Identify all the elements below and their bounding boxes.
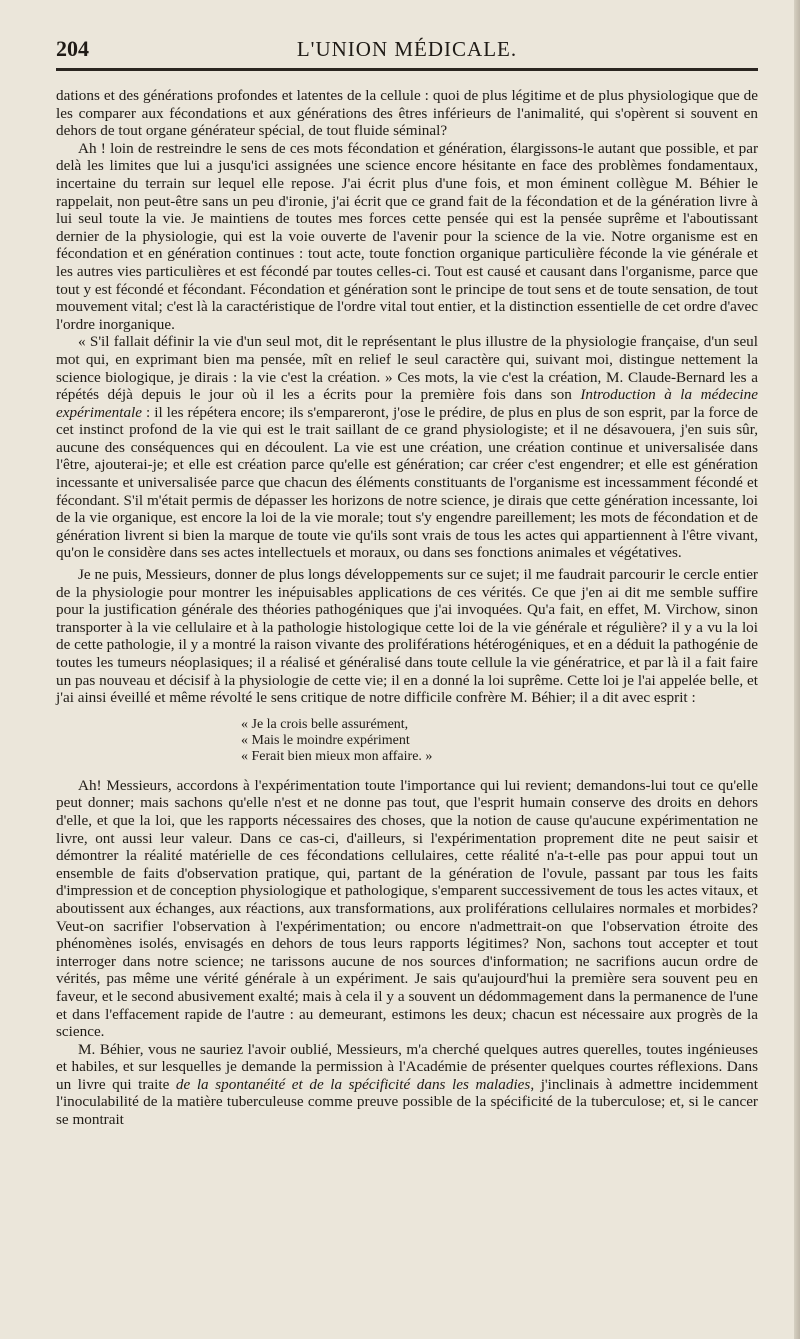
- page-header: [56, 36, 758, 71]
- verse-quote: [241, 717, 758, 765]
- paragraph-6-text-a: M. Béhier, vous ne sauriez l'avoir oublié, Messieurs, m'a cherché quelques autres querelles, toutes ingénieuses et habiles, et sur lesquelles je demande la permission à l'Académie de présenter quelques courtes réflexions. Dans un livre qui traite: [56, 1040, 758, 1093]
- paragraph-3: [56, 333, 758, 562]
- page-number: 204: [56, 36, 89, 61]
- paragraph-3-text-a: « S'il fallait définir la vie d'un seul mot, dit le représentant le plus illustre de la physiologie française, d'un seul mot qui, en exprimant bien ma pensée, mît en relief le seul caractère qui, suivant moi, distingue nettement la science biologique, je dirais : la vie c'est la création. » Ces mots, la vie c'est la création, M. Claude-Bernard les a répétés déjà depuis le jour où il les a écrits pour la première fois dans son: [56, 333, 758, 404]
- paragraph-3-text-b: : il les répétera encore; ils s'empareront, j'ose le prédire, de plus en plus de son esprit, par la force de cet instinct profond de la vie qui est le trait saillant de ce grand physiologiste; et il ne désavouera, j'en suis sûr, aucune des conséquences qui en découlent. La vie est une création, une création continue et universalisée dans l'être, ajouterai-je; et elle est création parce qu'elle est génération; car créer c'est engendrer; et elle est génération incessante et universalisée parce que chacun des éléments constituants de l'organisme est incessamment fécondé et fécondant. S'il m'était permis de dépasser les horizons de notre science, je dirais que cette génération incessante, loi de la vie organique, est encore la loi de la vie morale; tout s'y engendre pareillement; les mots de fécondation et de génération livrent si bien la marque de toute vie qu'ils sont vrais de tous les actes qui appartiennent à l'être vivant, qu'on le considère dans ses actes intellectuels et moraux, ou dans ses fonctions animales et végétatives.: [56, 403, 758, 562]
- page-edge-shadow: [794, 0, 800, 1339]
- paragraph-6: [56, 1041, 758, 1129]
- book-title-spontaneite: de la spontanéité et de la spécificité dans les maladies: [175, 1075, 531, 1093]
- paragraph-6-text-b: , j'inclinais à admettre incidemment l'inoculabilité de la matière tuberculeuse comme preuve possible de la spécificité de la tuberculose; et, si le cancer se montrait: [56, 1075, 758, 1129]
- paragraph-2: Ah ! loin de restreindre le sens de ces mots fécondation et génération, élargissons-le autant que possible, et par delà les limites que lui a jusqu'ici assignées une science encore hésitante en face des problèmes fondamentaux, incertaine du terrain sur lequel elle repose. J'ai écrit plus d'une fois, et mon éminent collègue M. Béhier le rappelait, non peut-être sans un peu d'ironie, j'ai écrit que ce grand fait de la fécondation et de la génération livre à lui seul toute la vie. Je maintiens de toutes mes forces cette pensée qui est la pensée suprême et l'aboutissant dernier de la physiologie, qui est la voie ouverte de l'avenir pour la science de la vie. Notre organisme est en fécondation et en génération continues : tout acte, toute fonction organique particulière féconde la vie générale et les autres vies particulières et est fécondé par toutes celles-ci. Tout est causé et causant dans l'organisme, parce que tout y est fécondé et fécondant. Fécondation et génération sont le principe de tout sens et de toute sensation, de tout mouvement vital; c'est là la caractéristique de l'ordre vital tout entier, et la distinction essentielle de cet ordre d'avec l'ordre inorganique.: [56, 139, 758, 333]
- paragraph-4: Je ne puis, Messieurs, donner de plus longs développements sur ce sujet; il me faudrait parcourir le cercle entier de la physiologie pour montrer les inépuisables applications de ces vérités. Ce que j'en ai dit me semble suffire pour la justification générale des théories pathogéniques que j'ai invoquées. Qu'a fait, en effet, M. Virchow, sinon transporter à la vie cellulaire et à la pathologie histologique cette loi de la vie générale et régulière? il y a vu la loi de cette pathologie, il y a montré la raison vivante des proliférations hétérogéniques, et en a déduit la pathogénie de toutes les tumeurs néoplasiques; il a réalisé et généralisé dans toute cellule la vie génératrice, et par là il a fait faire un pas nouveau et décisif à la physiologie de cette vie; il en a donné la loi suprême. Cette loi je l'ai appelée belle, et j'ai ainsi éveillé et même révolté le sens critique de notre difficile confrère M. Béhier; il a dit avec esprit :: [56, 566, 758, 707]
- paragraph-5: Ah! Messieurs, accordons à l'expérimentation toute l'importance qui lui revient; demandons-lui tout ce qu'elle peut donner; mais sachons qu'elle n'est et ne donne pas tout, que l'esprit humain conserve des droits en dehors d'elle, et que la loi, que les rapports nécessaires des choses, que la notion de cause qu'aucune expérimentation ne livre, ont aussi leur valeur. Dans ce cas-ci, d'ailleurs, si l'expérimentation proprement dite ne peut saisir et démontrer la réalité matérielle de ces fécondations cellulaires, cette réalité n'a-t-elle pas pour appui tout un ensemble de faits d'observation pratique, qui, partant de la génération de l'ovule, passant par tous les faits d'impression et de conception physiologique et pathologique, s'emparent successivement de tous les actes vitaux, et aboutissent aux échanges, aux réactions, aux transformations, aux proliférations cellulaires normales et morbides? Veut-on sacrifier l'observation à l'expérimentation; ou encore n'admettrait-on que l'observation étroite des phénomènes isolés, envisagés en dehors de tous leurs rapports légitimes? Non, sachons tout accepter et tout interroger dans notre science; ne tarissons aucune de nos sources d'information; ne sacrifions aucun ordre de vérités, pas même une vérité générale à un expériment. Je sais qu'aujourd'hui la première sera souvent peu en faveur, et le second abusivement exalté; mais à cela il y a souvent un dédommagement dans la permanence de l'une et dans l'effacement rapide de l'autre : au demeurant, estimons les deux; chacun est nécessaire aux progrès de la science.: [56, 776, 758, 1041]
- verse-line-3: « Ferait bien mieux mon affaire. »: [241, 748, 433, 764]
- body-text: [56, 87, 758, 1129]
- running-head: L'UNION MÉDICALE.: [296, 37, 518, 61]
- verse-line-1: « Je la crois belle assurément,: [241, 716, 409, 732]
- paragraph-1: dations et des générations profondes et latentes de la cellule : quoi de plus légitime et de plus physiologique que de les comparer aux fécondations et aux générations des êtres inférieurs de l'animalité, qui s'opèrent si souvent en dehors de tout organe générateur spécial, de tout fluide séminal?: [56, 87, 758, 140]
- book-title-introduction: Introduction à la médecine expérimentale: [56, 386, 758, 421]
- verse-line-2: « Mais le moindre expériment: [241, 732, 410, 748]
